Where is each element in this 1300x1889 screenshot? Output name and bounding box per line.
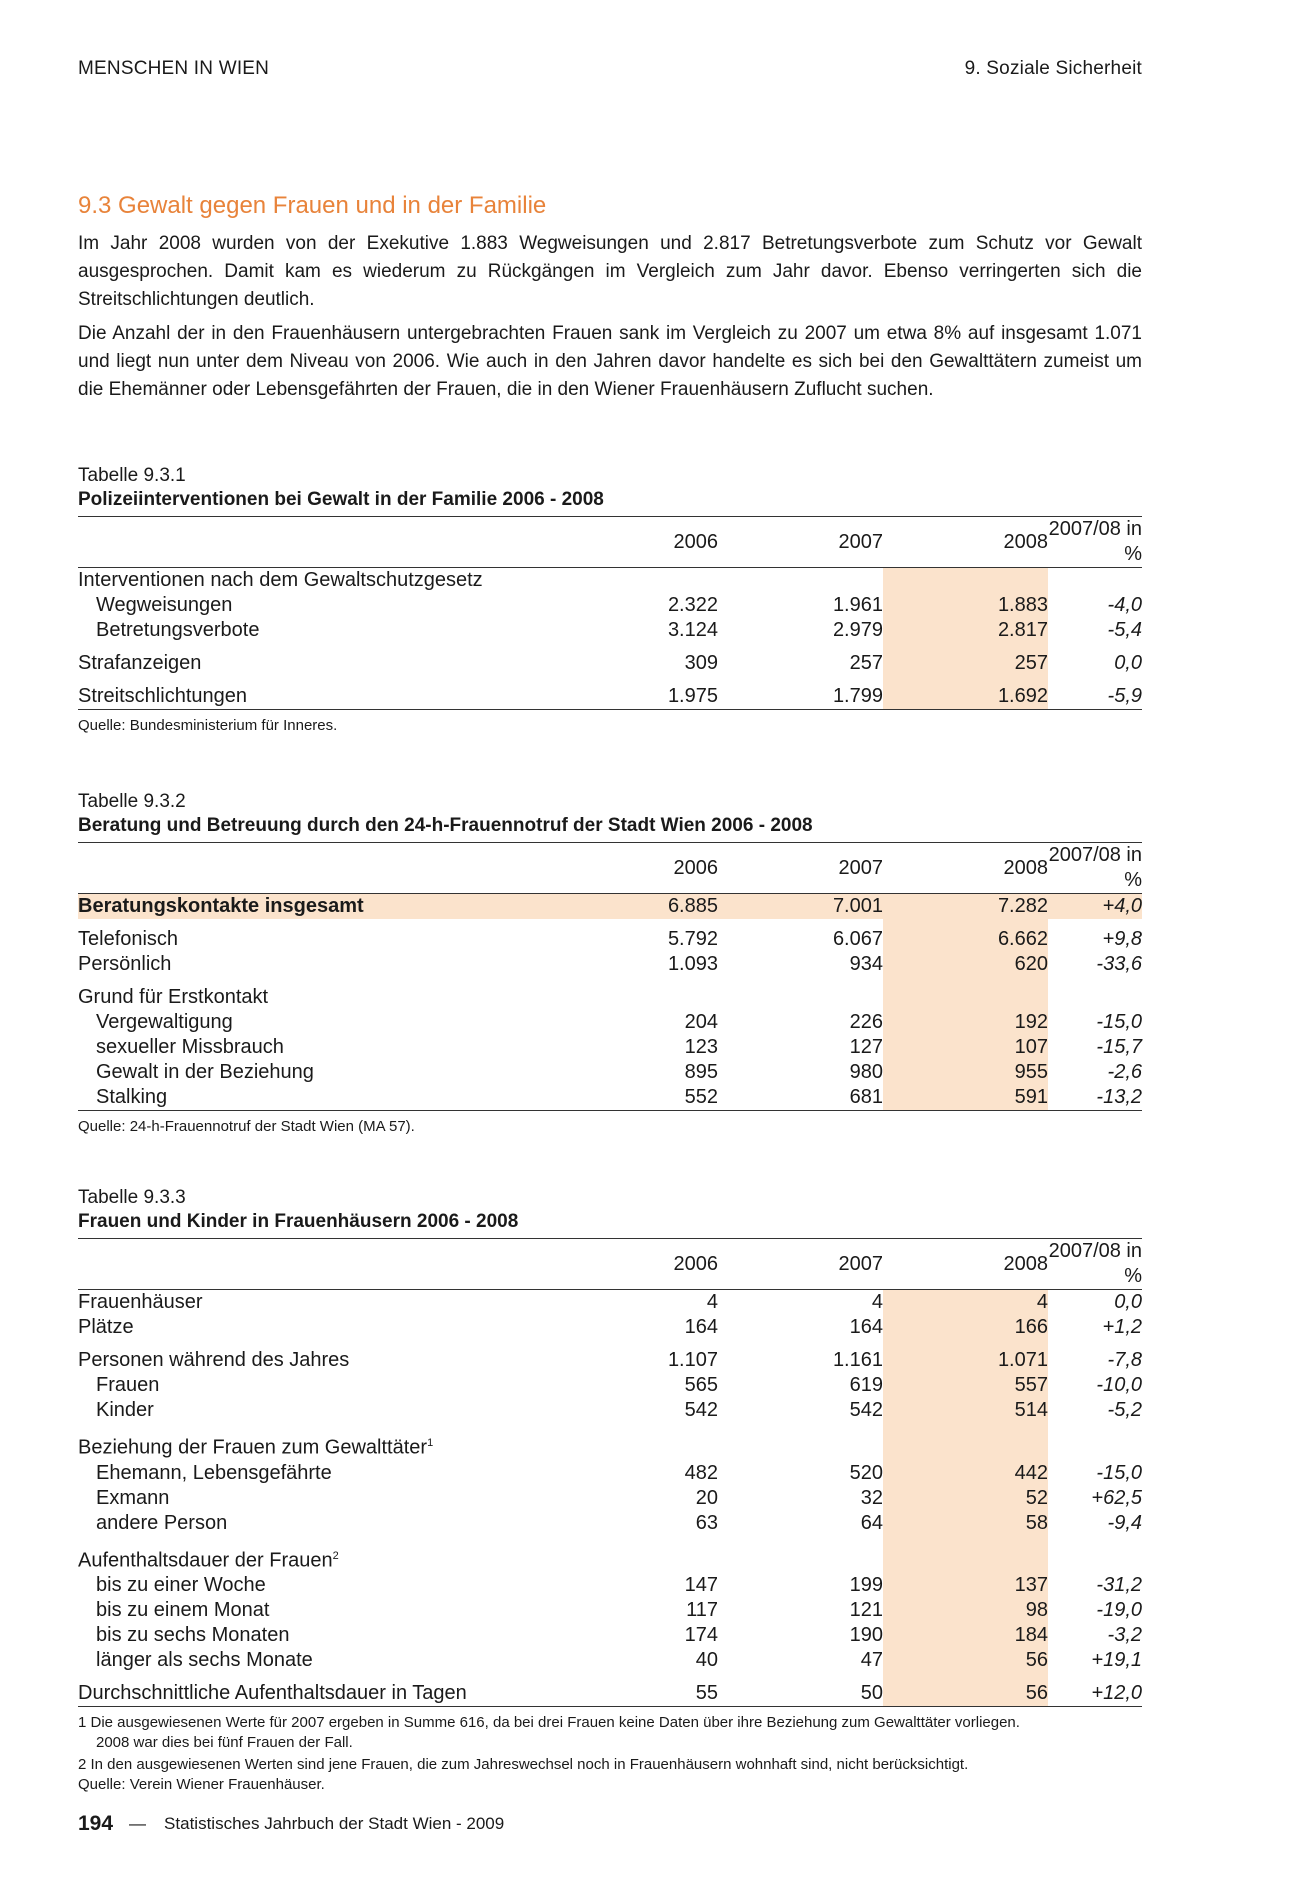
row-label: bis zu sechs Monaten [96, 1624, 290, 1647]
row-label: Durchschnittliche Aufenthaltsdauer in Tagen [78, 1682, 467, 1705]
cell: -15,7 [1096, 1036, 1142, 1058]
cell: +12,0 [1091, 1682, 1142, 1705]
footnote-1: 1 Die ausgewiesenen Werte für 2007 ergeben in Summe 616, da bei drei Frauen keine Daten über ihre Beziehung zum Gewalttäter vorliegen. [78, 1714, 1020, 1732]
table-caption: Tabelle 9.3.3 [78, 1187, 186, 1208]
data-table [78, 516, 1142, 710]
cell: -19,0 [1096, 1599, 1142, 1622]
cell: 63 [695, 1511, 718, 1534]
table-row [78, 676, 1142, 710]
footer-publication: Statistisches Jahrbuch der Stadt Wien - 2009 [164, 1814, 505, 1833]
table-row [78, 952, 1142, 977]
table-header-row [78, 517, 1142, 568]
table-row [78, 618, 1142, 643]
table-row [78, 1373, 1142, 1398]
table-row [78, 1010, 1142, 1035]
table-row [78, 1486, 1142, 1511]
cell: -4,0 [1107, 594, 1142, 616]
cell: 40 [695, 1649, 718, 1672]
cell: -3,2 [1107, 1624, 1142, 1647]
cell: 184 [883, 1623, 1048, 1648]
table-source: Quelle: 24-h-Frauennotruf der Stadt Wien (MA 57). [78, 1118, 415, 1135]
col-header: 2007/08 in % [1048, 844, 1142, 891]
cell: 164 [849, 1316, 883, 1338]
col-header [78, 517, 548, 568]
row-group-label [78, 1423, 548, 1461]
row-label: Frauen [96, 1374, 160, 1396]
table-9-3-2 [78, 790, 1142, 1137]
cell: 565 [684, 1374, 718, 1396]
cell: 190 [849, 1624, 883, 1647]
cell: 542 [684, 1399, 718, 1421]
cell: 257 [849, 652, 883, 674]
cell: 1.799 [832, 685, 883, 707]
row-label: länger als sechs Monate [96, 1649, 313, 1672]
cell: 204 [684, 1011, 718, 1033]
cell: 1.883 [883, 593, 1048, 618]
cell: 514 [883, 1398, 1048, 1423]
row-group-label [78, 1536, 548, 1574]
row-label: Wegweisungen [96, 594, 233, 616]
cell: 552 [684, 1086, 718, 1108]
cell: 56 [883, 1673, 1048, 1707]
cell: 5.792 [667, 928, 718, 950]
cell: 482 [684, 1461, 718, 1484]
cell: -31,2 [1096, 1574, 1142, 1597]
col-header: 2008 [1003, 530, 1048, 553]
table-source: Quelle: Verein Wiener Frauenhäuser. [78, 1776, 325, 1794]
cell: -33,6 [1096, 953, 1142, 975]
table-header-row [78, 843, 1142, 894]
col-header: 2008 [1003, 856, 1048, 879]
cell: 58 [883, 1511, 1048, 1536]
row-label: sexueller Missbrauch [96, 1036, 284, 1058]
cell: -15,0 [1096, 1461, 1142, 1484]
table-row [78, 1290, 1142, 1316]
col-header: 2007 [838, 856, 883, 879]
cell: 557 [883, 1373, 1048, 1398]
col-header: 2007/08 in % [1048, 518, 1142, 565]
cell: 1.692 [883, 676, 1048, 710]
table-source: Quelle: Bundesministerium für Inneres. [78, 717, 338, 734]
cell: 4 [883, 1290, 1048, 1316]
row-label: andere Person [96, 1511, 228, 1534]
row-label: Ehemann, Lebensgefährte [96, 1461, 332, 1484]
cell: 6.885 [548, 894, 718, 920]
cell: 98 [883, 1598, 1048, 1623]
footnote-ref: 1 [427, 1437, 434, 1449]
table-row [78, 1398, 1142, 1423]
row-label: Personen während des Jahres [78, 1349, 350, 1371]
row-label: Streitschlichtungen [78, 685, 247, 707]
cell: 3.124 [667, 619, 718, 641]
col-header: 2006 [673, 530, 718, 553]
cell: 137 [883, 1573, 1048, 1598]
paragraph-2: Die Anzahl der in den Frauenhäusern untergebrachten Frauen sank im Vergleich zu 2007 um etwa 8% auf insgesamt 1.071 und liegt nun unter dem Niveau von 2006. Wie auch in den Jahren davor handelte es sich bei den Gewalttätern zumeist um die Ehemänner oder Lebensgefährten der Frauen, die in den Wiener Frauenhäusern Zuflucht suchen. [78, 323, 1142, 400]
row-label: Betretungsverbote [96, 619, 260, 641]
table-title: Polizeiinterventionen bei Gewalt in der Familie 2006 - 2008 [78, 489, 604, 510]
cell: 980 [849, 1061, 883, 1083]
table-row [78, 1340, 1142, 1373]
table-row [78, 1573, 1142, 1598]
cell: 50 [860, 1682, 883, 1705]
running-header-right: 9. Soziale Sicherheit [964, 58, 1142, 79]
footer-dash: — [129, 1814, 147, 1833]
footnote-2: 2 In den ausgewiesenen Werten sind jene Frauen, die zum Jahreswechsel noch in Frauenhäusern wohnhaft sind, nicht berücksichtigt. [78, 1756, 969, 1774]
cell: -7,8 [1107, 1349, 1142, 1371]
cell: 1.071 [883, 1340, 1048, 1373]
cell: -5,4 [1107, 619, 1142, 641]
cell: 123 [684, 1036, 718, 1058]
col-header [78, 843, 548, 894]
cell: 20 [695, 1486, 718, 1509]
cell: 1.975 [667, 685, 718, 707]
table-row [78, 1035, 1142, 1060]
col-header [78, 1239, 548, 1290]
cell: -13,2 [1096, 1086, 1142, 1108]
row-label: Plätze [78, 1316, 134, 1338]
table-row [78, 1673, 1142, 1707]
col-header: 2007/08 in % [1048, 1240, 1142, 1287]
col-header: 2007 [838, 1252, 883, 1275]
table-row [78, 568, 1142, 594]
cell: 121 [849, 1599, 883, 1622]
data-table [78, 842, 1142, 1111]
col-header: 2007 [838, 530, 883, 553]
cell: 955 [883, 1060, 1048, 1085]
table-row [78, 593, 1142, 618]
cell: 226 [849, 1011, 883, 1033]
cell: 107 [883, 1035, 1048, 1060]
page-number: 194 [78, 1812, 114, 1835]
cell: 2.817 [883, 618, 1048, 643]
cell: 0,0 [1114, 652, 1142, 674]
cell: 619 [849, 1374, 883, 1396]
cell: 591 [883, 1085, 1048, 1111]
section-title: 9.3 Gewalt gegen Frauen und in der Familie [78, 192, 547, 219]
table-9-3-3 [78, 1186, 1142, 1795]
cell: 64 [860, 1511, 883, 1534]
cell: 520 [849, 1461, 883, 1484]
row-group-text: Beziehung der Frauen zum Gewalttäter [78, 1436, 428, 1459]
data-table [78, 1238, 1142, 1707]
cell: +9,8 [1102, 928, 1142, 950]
cell: 257 [883, 643, 1048, 676]
cell: 7.001 [718, 894, 883, 920]
cell: 117 [686, 1599, 718, 1622]
table-row-highlight [78, 894, 1142, 920]
cell: 52 [883, 1486, 1048, 1511]
row-group-label: Interventionen nach dem Gewaltschutzgesetz [78, 569, 483, 591]
cell: 442 [883, 1461, 1048, 1486]
table-row [78, 919, 1142, 952]
cell: -15,0 [1096, 1011, 1142, 1033]
table-row [78, 1085, 1142, 1111]
row-label: Exmann [96, 1486, 170, 1509]
page-footer [78, 1812, 504, 1836]
row-label: bis zu einer Woche [96, 1574, 266, 1597]
table-caption: Tabelle 9.3.1 [78, 465, 186, 486]
cell: -2,6 [1107, 1061, 1142, 1083]
table-row [78, 1315, 1142, 1340]
cell: 6.067 [832, 928, 883, 950]
table-row [78, 1461, 1142, 1486]
cell: +1,2 [1102, 1316, 1142, 1338]
row-group-label: Grund für Erstkontakt [78, 986, 269, 1008]
cell: 1.161 [832, 1349, 883, 1371]
row-label: Telefonisch [78, 928, 179, 950]
cell: 199 [849, 1574, 883, 1597]
cell: -5,9 [1107, 685, 1142, 707]
cell: 0,0 [1114, 1291, 1142, 1313]
cell: 6.662 [883, 919, 1048, 952]
cell: 4 [706, 1291, 718, 1313]
table-title: Beratung und Betreuung durch den 24-h-Frauennotruf der Stadt Wien 2006 - 2008 [78, 815, 813, 836]
table-row [78, 1511, 1142, 1536]
cell: 309 [684, 652, 718, 674]
row-label: Gewalt in der Beziehung [96, 1061, 314, 1083]
table-row [78, 1060, 1142, 1085]
cell: -10,0 [1096, 1374, 1142, 1396]
cell: 895 [684, 1061, 718, 1083]
cell: -9,4 [1107, 1511, 1142, 1534]
cell: 542 [849, 1399, 883, 1421]
row-label: Vergewaltigung [96, 1011, 233, 1033]
row-group-text: Aufenthaltsdauer der Frauen [78, 1549, 333, 1572]
col-header: 2006 [673, 1252, 718, 1275]
cell: +62,5 [1091, 1486, 1142, 1509]
cell: 174 [684, 1624, 718, 1647]
cell: 166 [883, 1315, 1048, 1340]
row-label: bis zu einem Monat [96, 1599, 270, 1622]
table-9-3-1 [78, 464, 1142, 736]
cell: 192 [883, 1010, 1048, 1035]
table-row [78, 643, 1142, 676]
row-label: Strafanzeigen [78, 652, 202, 674]
table-header-row [78, 1239, 1142, 1290]
row-label: Beratungskontakte insgesamt [78, 894, 548, 920]
table-row [78, 977, 1142, 1010]
cell: 1.107 [667, 1349, 718, 1371]
cell: 4 [871, 1291, 883, 1313]
cell: 1.093 [667, 953, 718, 975]
cell: +19,1 [1091, 1649, 1142, 1672]
table-title: Frauen und Kinder in Frauenhäusern 2006 - 2008 [78, 1211, 519, 1232]
cell: 55 [695, 1682, 718, 1705]
row-label: Kinder [96, 1399, 154, 1421]
cell: 2.322 [667, 594, 718, 616]
table-row [78, 1423, 1142, 1461]
table-row [78, 1623, 1142, 1648]
running-header-left: MENSCHEN IN WIEN [78, 58, 270, 79]
cell: 934 [849, 953, 883, 975]
row-label: Frauenhäuser [78, 1291, 203, 1313]
table-row [78, 1536, 1142, 1574]
cell: +4,0 [1048, 894, 1142, 920]
cell: 47 [860, 1649, 883, 1672]
cell: 127 [849, 1036, 883, 1058]
cell: 147 [684, 1574, 718, 1597]
table-caption: Tabelle 9.3.2 [78, 791, 186, 812]
cell: 2.979 [832, 619, 883, 641]
cell: -5,2 [1107, 1399, 1142, 1421]
row-label: Stalking [96, 1086, 168, 1108]
cell: 7.282 [883, 894, 1048, 920]
col-header: 2008 [1003, 1252, 1048, 1275]
cell: 32 [860, 1486, 883, 1509]
cell: 620 [883, 952, 1048, 977]
table-row [78, 1648, 1142, 1673]
cell: 681 [849, 1086, 883, 1108]
cell: 164 [684, 1316, 718, 1338]
table-row [78, 1598, 1142, 1623]
cell: 56 [883, 1648, 1048, 1673]
footnote-1-cont: 2008 war dies bei fünf Frauen der Fall. [96, 1734, 353, 1752]
cell: 1.961 [832, 594, 883, 616]
col-header: 2006 [673, 856, 718, 879]
paragraph-1: Im Jahr 2008 wurden von der Exekutive 1.883 Wegweisungen und 2.817 Betretungsverbote zum Schutz vor Gewalt ausgesprochen. Damit kam es wiederum zu Rückgängen im Vergleich zum Jahr davor. Ebenso verringerten sich die Streitschlichtungen deutlich. [78, 233, 1142, 310]
footnote-ref: 2 [332, 1549, 339, 1562]
row-label: Persönlich [78, 953, 172, 975]
